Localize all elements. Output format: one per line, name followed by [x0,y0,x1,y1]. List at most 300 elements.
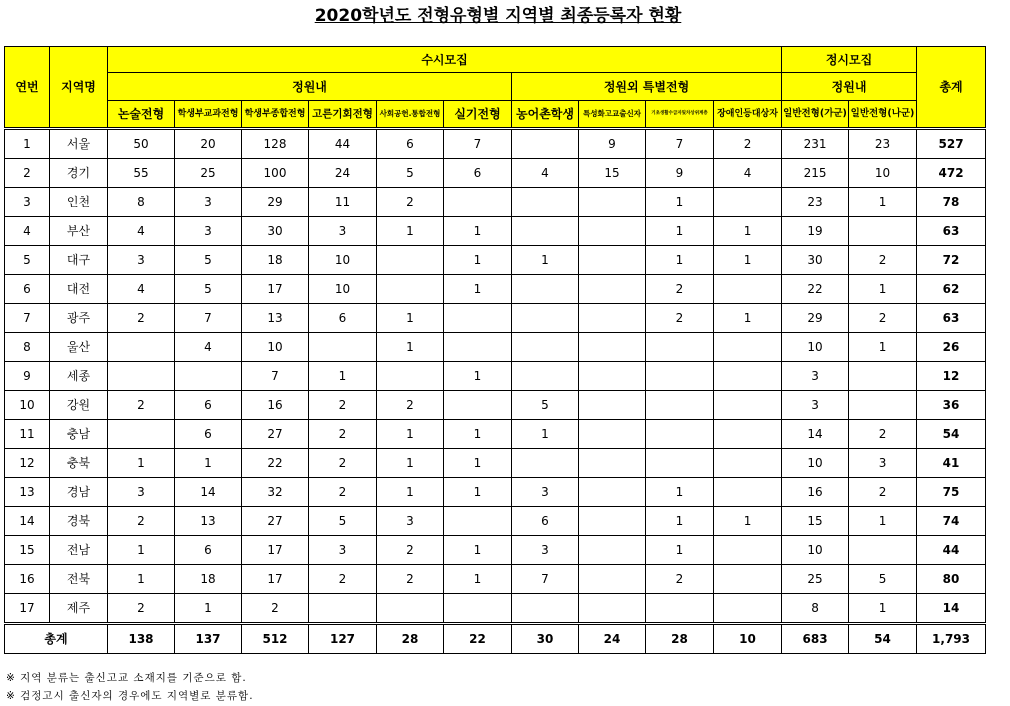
table-row [5,391,986,420]
header-column: 일반전형(가군) [782,101,849,129]
cell-value: 17 [242,275,309,304]
cell-row-total: 62 [917,275,986,304]
cell-value: 18 [175,565,242,594]
cell-value: 6 [175,536,242,565]
cell-value [714,333,782,362]
cell-value: 16 [782,478,849,507]
cell-value: 2 [242,594,309,624]
cell-value [108,420,175,449]
cell-region: 부산 [50,217,108,246]
cell-row-total: 14 [917,594,986,624]
cell-value [377,275,444,304]
cell-value: 15 [782,507,849,536]
footnote: ※ 지역 분류는 출신고교 소재지를 기준으로 함. [6,672,247,684]
cell-value: 3 [309,536,377,565]
cell-value: 16 [242,391,309,420]
cell-value: 10 [782,536,849,565]
cell-value: 2 [646,275,714,304]
cell-value [579,449,646,478]
table-row [5,536,986,565]
cell-value [646,594,714,624]
cell-value: 22 [242,449,309,478]
cell-value: 3 [377,507,444,536]
cell-value: 19 [782,217,849,246]
table-footer [5,624,986,654]
grand-total: 1,793 [917,624,986,654]
cell-no: 13 [5,478,50,507]
total-row-value: 28 [646,624,714,654]
total-row-value: 137 [175,624,242,654]
cell-value: 1 [444,362,512,391]
cell-value: 1 [714,246,782,275]
table-body [5,129,986,624]
cell-value: 1 [849,188,917,217]
cell-value: 25 [175,159,242,188]
cell-value [849,217,917,246]
header-region: 지역명 [50,47,108,129]
cell-value: 6 [444,159,512,188]
cell-value [579,362,646,391]
header-jeongsi: 정시모집 [782,47,917,73]
cell-value: 3 [309,217,377,246]
header-row-3 [5,101,986,129]
cell-value [108,333,175,362]
cell-value: 6 [175,391,242,420]
total-row-value: 28 [377,624,444,654]
cell-value [714,536,782,565]
cell-value: 15 [579,159,646,188]
cell-region: 광주 [50,304,108,333]
cell-value [512,129,579,159]
cell-value: 3 [849,449,917,478]
total-row-value: 22 [444,624,512,654]
cell-value: 3 [108,478,175,507]
cell-value [849,536,917,565]
cell-region: 서울 [50,129,108,159]
cell-value: 2 [377,536,444,565]
cell-value [579,188,646,217]
header-column: 일반전형(나군) [849,101,917,129]
cell-row-total: 36 [917,391,986,420]
cell-value: 1 [108,565,175,594]
cell-value: 1 [309,362,377,391]
cell-row-total: 41 [917,449,986,478]
header-jeongsi-in-quota: 정원내 [782,73,917,101]
cell-value: 1 [646,246,714,275]
cell-region: 충북 [50,449,108,478]
header-column: 논술전형 [108,101,175,129]
cell-value [579,507,646,536]
cell-value: 10 [309,246,377,275]
cell-region: 세종 [50,362,108,391]
cell-value [714,565,782,594]
cell-value: 23 [782,188,849,217]
registration-table [4,46,986,654]
cell-value [377,362,444,391]
cell-value: 215 [782,159,849,188]
cell-row-total: 63 [917,217,986,246]
cell-value: 1 [175,449,242,478]
cell-value: 2 [309,565,377,594]
total-row-value: 10 [714,624,782,654]
cell-value: 1 [444,217,512,246]
cell-value: 20 [175,129,242,159]
cell-value: 1 [444,565,512,594]
cell-no: 11 [5,420,50,449]
cell-value: 10 [309,275,377,304]
cell-value: 2 [377,188,444,217]
cell-value [444,304,512,333]
cell-value: 5 [175,246,242,275]
cell-value: 2 [714,129,782,159]
cell-value: 7 [646,129,714,159]
cell-value: 1 [849,275,917,304]
cell-value [579,246,646,275]
cell-value: 5 [512,391,579,420]
cell-value: 2 [108,391,175,420]
cell-no: 7 [5,304,50,333]
header-total: 총계 [917,47,986,129]
cell-value: 1 [377,304,444,333]
cell-value: 6 [309,304,377,333]
cell-value: 100 [242,159,309,188]
cell-row-total: 75 [917,478,986,507]
cell-no: 1 [5,129,50,159]
cell-value: 17 [242,536,309,565]
cell-value: 1 [444,275,512,304]
header-no: 연번 [5,47,50,129]
cell-value: 11 [309,188,377,217]
cell-value [714,594,782,624]
cell-value: 1 [444,536,512,565]
cell-value [579,565,646,594]
cell-value: 29 [242,188,309,217]
cell-value [512,217,579,246]
header-row-2 [5,73,986,101]
cell-value [512,275,579,304]
cell-value: 1 [512,420,579,449]
cell-value [714,391,782,420]
cell-value [309,333,377,362]
header-susi-in-quota: 정원내 [108,73,512,101]
cell-value [579,594,646,624]
cell-value: 29 [782,304,849,333]
cell-value [108,362,175,391]
cell-value: 5 [849,565,917,594]
cell-value [714,275,782,304]
cell-value: 5 [309,507,377,536]
cell-value: 231 [782,129,849,159]
cell-value [512,333,579,362]
cell-value: 2 [646,565,714,594]
cell-value: 4 [175,333,242,362]
cell-value [309,594,377,624]
cell-value: 1 [108,536,175,565]
table-header [5,47,986,129]
header-column: 기초생활수급자및차상위계층 [646,101,714,129]
cell-value: 30 [782,246,849,275]
cell-row-total: 63 [917,304,986,333]
cell-value [444,188,512,217]
cell-value [512,188,579,217]
cell-value: 10 [242,333,309,362]
cell-value: 1 [377,478,444,507]
cell-value: 4 [714,159,782,188]
header-column: 학생부교과전형 [175,101,242,129]
cell-value: 30 [242,217,309,246]
cell-no: 17 [5,594,50,624]
cell-region: 강원 [50,391,108,420]
cell-value: 6 [512,507,579,536]
cell-value: 13 [242,304,309,333]
cell-no: 12 [5,449,50,478]
cell-value: 2 [377,565,444,594]
cell-value [512,449,579,478]
cell-value [714,478,782,507]
cell-region: 제주 [50,594,108,624]
cell-row-total: 44 [917,536,986,565]
table-row [5,362,986,391]
header-column: 실기전형 [444,101,512,129]
cell-value: 3 [782,391,849,420]
cell-value: 25 [782,565,849,594]
cell-value: 27 [242,420,309,449]
table-row [5,159,986,188]
cell-region: 대전 [50,275,108,304]
cell-value: 1 [444,478,512,507]
cell-value: 2 [309,391,377,420]
table-row [5,188,986,217]
page-title: 2020학년도 전형유형별 지역별 최종등록자 현황 [314,6,682,26]
cell-value [714,188,782,217]
cell-value: 2 [108,507,175,536]
cell-region: 인천 [50,188,108,217]
cell-row-total: 54 [917,420,986,449]
table-row [5,275,986,304]
cell-value: 2 [849,304,917,333]
cell-value [849,391,917,420]
cell-value: 3 [175,188,242,217]
table-row [5,449,986,478]
cell-no: 8 [5,333,50,362]
cell-value: 3 [175,217,242,246]
cell-value [579,304,646,333]
cell-value [579,420,646,449]
cell-value: 3 [512,478,579,507]
cell-value: 2 [108,594,175,624]
cell-region: 경기 [50,159,108,188]
cell-value: 1 [849,594,917,624]
total-row-value: 127 [309,624,377,654]
cell-value: 14 [782,420,849,449]
cell-region: 대구 [50,246,108,275]
cell-value [175,362,242,391]
table-row [5,478,986,507]
total-row-value: 512 [242,624,309,654]
cell-region: 울산 [50,333,108,362]
cell-value: 10 [782,449,849,478]
cell-value: 17 [242,565,309,594]
header-column: 장애인등대상자 [714,101,782,129]
cell-no: 6 [5,275,50,304]
cell-value: 9 [579,129,646,159]
cell-value: 1 [714,217,782,246]
cell-row-total: 26 [917,333,986,362]
cell-value: 50 [108,129,175,159]
cell-row-total: 78 [917,188,986,217]
cell-value: 5 [175,275,242,304]
cell-no: 2 [5,159,50,188]
total-row-value: 24 [579,624,646,654]
cell-value: 3 [108,246,175,275]
cell-region: 전남 [50,536,108,565]
cell-value: 9 [646,159,714,188]
cell-value: 1 [849,333,917,362]
cell-value [444,333,512,362]
cell-value [444,507,512,536]
cell-value: 4 [108,275,175,304]
cell-no: 15 [5,536,50,565]
cell-value: 3 [512,536,579,565]
cell-value: 128 [242,129,309,159]
cell-row-total: 80 [917,565,986,594]
cell-no: 14 [5,507,50,536]
cell-value: 6 [175,420,242,449]
cell-value: 2 [849,246,917,275]
cell-no: 10 [5,391,50,420]
cell-value: 22 [782,275,849,304]
cell-row-total: 12 [917,362,986,391]
cell-value: 7 [444,129,512,159]
cell-value: 1 [849,507,917,536]
cell-value [646,333,714,362]
total-row-value: 54 [849,624,917,654]
cell-value [714,362,782,391]
cell-value: 2 [309,449,377,478]
cell-value: 8 [782,594,849,624]
cell-region: 경북 [50,507,108,536]
cell-value [646,362,714,391]
cell-value: 1 [646,536,714,565]
total-row [5,624,986,654]
cell-value: 2 [309,420,377,449]
cell-value: 2 [646,304,714,333]
table-row [5,565,986,594]
cell-value: 10 [782,333,849,362]
total-row-value: 138 [108,624,175,654]
footnote: ※ 검정고시 출신자의 경우에도 지역별로 분류함. [6,690,254,702]
total-row-value: 683 [782,624,849,654]
table-row [5,594,986,624]
cell-value: 23 [849,129,917,159]
header-column: 농어촌학생 [512,101,579,129]
cell-value [579,217,646,246]
cell-value: 2 [108,304,175,333]
cell-value [512,304,579,333]
cell-value: 1 [646,188,714,217]
cell-value: 7 [512,565,579,594]
cell-region: 경남 [50,478,108,507]
table-row [5,420,986,449]
cell-value: 4 [512,159,579,188]
cell-value: 1 [377,449,444,478]
cell-value [646,420,714,449]
cell-value [714,449,782,478]
header-column: 특성화고교출신자 [579,101,646,129]
cell-value [377,246,444,275]
cell-value: 2 [309,478,377,507]
cell-value: 32 [242,478,309,507]
header-column: 학생부종합전형 [242,101,309,129]
cell-value: 1 [714,304,782,333]
table-row [5,333,986,362]
cell-value [646,391,714,420]
cell-value: 2 [849,420,917,449]
header-column: 고른기회전형 [309,101,377,129]
cell-value: 8 [108,188,175,217]
table-row [5,217,986,246]
cell-value: 6 [377,129,444,159]
header-column: 사회공헌.통합전형 [377,101,444,129]
cell-row-total: 527 [917,129,986,159]
header-susi-out-quota: 정원외 특별전형 [512,73,782,101]
cell-value: 2 [377,391,444,420]
header-susi: 수시모집 [108,47,782,73]
cell-value: 14 [175,478,242,507]
cell-value: 1 [377,217,444,246]
cell-value: 10 [849,159,917,188]
cell-no: 3 [5,188,50,217]
cell-value: 4 [108,217,175,246]
cell-value: 2 [849,478,917,507]
cell-value: 1 [714,507,782,536]
cell-value: 1 [444,246,512,275]
cell-value: 1 [377,420,444,449]
total-row-value: 30 [512,624,579,654]
table-row [5,507,986,536]
cell-value [444,391,512,420]
cell-value: 27 [242,507,309,536]
cell-value [646,449,714,478]
cell-value: 1 [512,246,579,275]
cell-value: 3 [782,362,849,391]
cell-value [579,275,646,304]
cell-no: 16 [5,565,50,594]
cell-value [444,594,512,624]
table-row [5,304,986,333]
cell-value [512,594,579,624]
cell-value: 1 [175,594,242,624]
cell-value [377,594,444,624]
cell-no: 4 [5,217,50,246]
cell-value [849,362,917,391]
cell-region: 전북 [50,565,108,594]
cell-value: 1 [377,333,444,362]
cell-value: 7 [175,304,242,333]
cell-no: 5 [5,246,50,275]
cell-value [579,391,646,420]
table-row [5,129,986,159]
cell-value: 1 [646,478,714,507]
cell-value: 44 [309,129,377,159]
cell-value: 55 [108,159,175,188]
cell-value: 1 [444,449,512,478]
cell-value: 18 [242,246,309,275]
cell-value: 24 [309,159,377,188]
cell-value [579,478,646,507]
cell-value: 1 [108,449,175,478]
total-row-label: 총계 [5,624,108,654]
